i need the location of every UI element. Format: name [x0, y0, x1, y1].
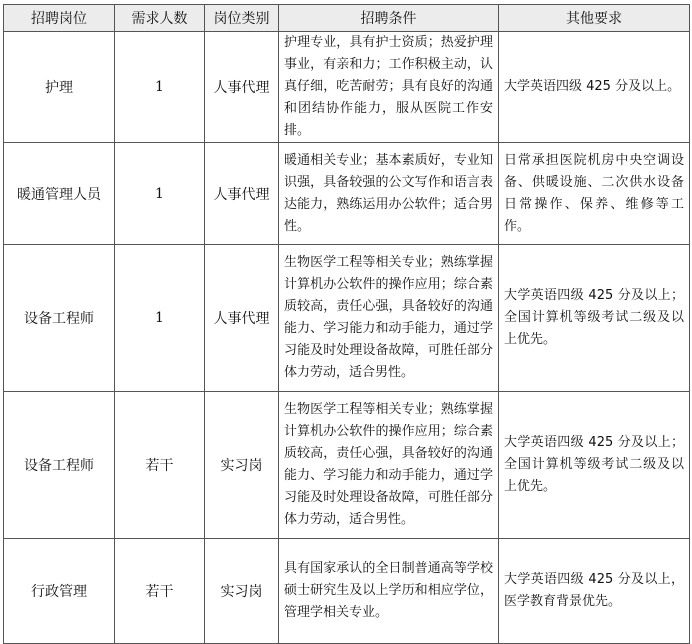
- count-cell: 1: [115, 143, 205, 245]
- header-count: 需求人数: [115, 5, 205, 32]
- header-other: 其他要求: [499, 5, 690, 32]
- conditions-cell: 生物医学工程等相关专业；熟练掌握计算机办公软件的操作应用；综合素质较高，责任心强，具备较好的沟通能力、学习能力和动手能力，通过学习能及时处理设备故障，可胜任部分体力劳动，适合男性。: [279, 392, 499, 539]
- header-position: 招聘岗位: [4, 5, 115, 32]
- header-conditions: 招聘条件: [279, 5, 499, 32]
- recruitment-table: [3, 4, 690, 644]
- header-category: 岗位类别: [205, 5, 279, 32]
- position-cell: 行政管理: [4, 539, 115, 644]
- position-cell: 设备工程师: [4, 392, 115, 539]
- count-cell: 1: [115, 32, 205, 143]
- category-cell: 实习岗: [205, 392, 279, 539]
- position-cell: 护理: [4, 32, 115, 143]
- count-cell: 1: [115, 245, 205, 392]
- other-requirements-cell: 大学英语四级 425 分及以上，医学教育背景优先。: [499, 539, 690, 644]
- conditions-cell: 生物医学工程等相关专业；熟练掌握计算机办公软件的操作应用；综合素质较高，责任心强，具备较好的沟通能力、学习能力和动手能力，通过学习能及时处理设备故障，可胜任部分体力劳动，适合男性。: [279, 245, 499, 392]
- position-cell: 暖通管理人员: [4, 143, 115, 245]
- category-cell: 人事代理: [205, 32, 279, 143]
- category-cell: 人事代理: [205, 143, 279, 245]
- table-row: [4, 392, 690, 539]
- table-row: [4, 32, 690, 143]
- position-cell: 设备工程师: [4, 245, 115, 392]
- other-requirements-cell: 大学英语四级 425 分及以上；全国计算机等级考试二级及以上优先。: [499, 245, 690, 392]
- category-cell: 实习岗: [205, 539, 279, 644]
- conditions-cell: 具有国家承认的全日制普通高等学校硕士研究生及以上学历和相应学位，管理学相关专业。: [279, 539, 499, 644]
- conditions-cell: 护理专业，具有护士资质；热爱护理事业，有亲和力；工作积极主动，认真仔细，吃苦耐劳；具有良好的沟通和团结协作能力，服从医院工作安排。: [279, 32, 499, 143]
- other-requirements-cell: 日常承担医院机房中央空调设备、供暖设施、二次供水设备日常操作、保养、维修等工作。: [499, 143, 690, 245]
- table-row: [4, 245, 690, 392]
- count-cell: 若干: [115, 539, 205, 644]
- count-cell: 若干: [115, 392, 205, 539]
- other-requirements-cell: 大学英语四级 425 分及以上。: [499, 32, 690, 143]
- table-row: [4, 539, 690, 644]
- table-row: [4, 143, 690, 245]
- other-requirements-cell: 大学英语四级 425 分及以上；全国计算机等级考试二级及以上优先。: [499, 392, 690, 539]
- category-cell: 人事代理: [205, 245, 279, 392]
- conditions-cell: 暖通相关专业；基本素质好，专业知识强，具备较强的公文写作和语言表达能力，熟练运用办公软件；适合男性。: [279, 143, 499, 245]
- header-row: [4, 5, 690, 32]
